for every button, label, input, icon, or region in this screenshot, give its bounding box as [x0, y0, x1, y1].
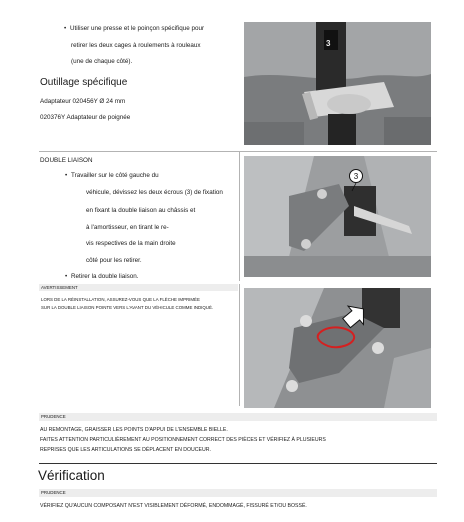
caution-line: FAITES ATTENTION PARTICULIÈREMENT AU POSITIONNEMENT CORRECT DES PIÈCES ET VÉRIFIEZ À PLUSIEURS [40, 437, 326, 443]
callout-number: 3 [353, 172, 359, 181]
arrow-orientation-photo [244, 288, 431, 408]
caution-label: PRUDENCE [41, 490, 66, 495]
caution-line: REPRISES QUE LES ARTICULATIONS SE DÉPLACENT EN DOUCEUR. [40, 447, 211, 453]
step-line: (une de chaque côté). [71, 58, 133, 65]
caution-label: PRUDENCE [41, 414, 66, 419]
section-divider [39, 463, 437, 464]
step-line: Retirer la double liaison. [71, 273, 139, 280]
bullet: • [65, 172, 68, 179]
step-line: Travailler sur le côté gauche du [71, 172, 159, 179]
column-divider [239, 151, 240, 281]
warning-line: LORS DE LA RÉINSTALLATION, ASSUREZ-VOUS QUE LA FLÈCHE IMPRIMÉE [41, 297, 200, 302]
section-title: DOUBLE LIAISON [40, 157, 93, 164]
image-placeholder [244, 288, 431, 408]
section-divider [39, 151, 437, 152]
press-photo [244, 22, 431, 145]
step-line: en fixant la double liaison au châssis et [86, 207, 196, 214]
tool-item: Adaptateur 020456Y Ø 24 mm [40, 98, 126, 105]
step-line: à l'amortisseur, en tirant le re- [86, 224, 169, 231]
step-line: retirer les deux cages à roulements à rouleaux [71, 42, 201, 49]
warning-line: SUR LA DOUBLE LIAISON POINTE VERS L'AVANT DU VÉHICULE COMME INDIQUÉ. [41, 305, 214, 310]
image-placeholder [244, 156, 431, 277]
bullet: • [65, 273, 68, 280]
caution-label-band [39, 489, 437, 497]
double-link-photo [244, 156, 431, 277]
step-line: véhicule, dévissez les deux écrous (3) de fixation [86, 189, 223, 196]
tools-title: Outillage spécifique [40, 77, 128, 88]
tool-item: 020376Y Adaptateur de poignée [40, 114, 131, 121]
svg-text:3: 3 [326, 39, 331, 48]
caution-label-band [39, 413, 437, 421]
step-line: côté pour les retirer. [86, 257, 142, 264]
caution-line: VÉRIFIEZ QU'AUCUN COMPOSANT N'EST VISIBLEMENT DÉFORMÉ, ENDOMMAGÉ, FISSURÉ ET/OU BOSSÉ. [40, 503, 307, 509]
column-divider [239, 284, 240, 406]
step-line: Utiliser une presse et le poinçon spécifique pour [70, 25, 205, 32]
caution-line: AU REMONTAGE, GRAISSER LES POINTS D'APPUI DE L'ENSEMBLE BIELLE. [40, 427, 228, 433]
verification-title: Vérification [38, 468, 105, 483]
image-placeholder [244, 22, 431, 145]
step-line: vis respectives de la main droite [86, 240, 176, 247]
warning-label: AVERTISSEMENT [41, 285, 78, 290]
bullet: • [64, 25, 67, 32]
